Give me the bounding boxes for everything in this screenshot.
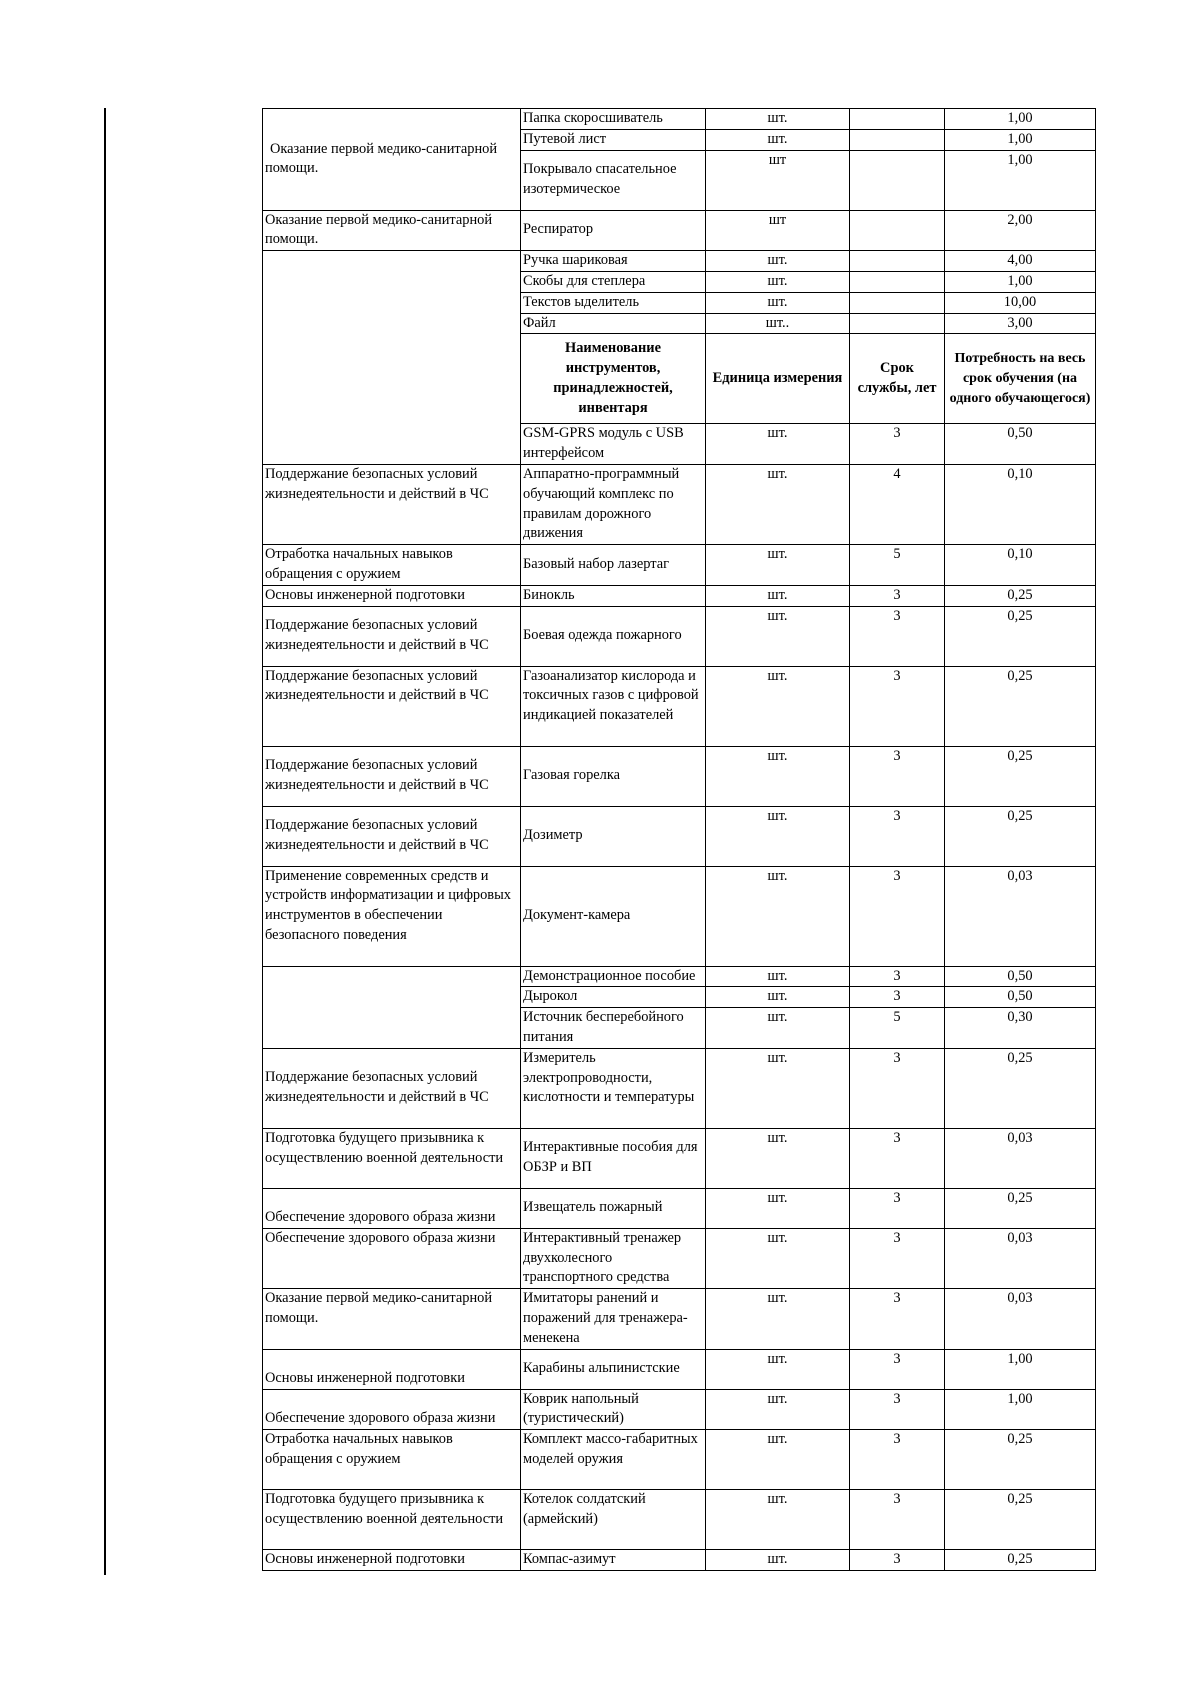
table-row	[263, 464, 1096, 544]
item-need: 0,03	[945, 1289, 1096, 1349]
section-cell-empty	[263, 251, 521, 465]
item-need: 0,03	[945, 1128, 1096, 1188]
table-row	[263, 666, 1096, 746]
item-unit: шт.	[706, 129, 850, 150]
item-unit: шт.	[706, 1228, 850, 1288]
item-life	[850, 150, 945, 210]
item-unit: шт.	[706, 746, 850, 806]
table-row	[263, 866, 1096, 966]
item-unit: шт	[706, 210, 850, 251]
item-name: Респиратор	[521, 210, 706, 251]
item-unit: шт.	[706, 987, 850, 1008]
item-unit: шт.	[706, 271, 850, 292]
item-unit: шт.	[706, 1188, 850, 1228]
item-life: 5	[850, 1008, 945, 1049]
item-name: Ручка шариковая	[521, 251, 706, 272]
item-need: 1,00	[945, 129, 1096, 150]
item-life: 4	[850, 464, 945, 544]
item-need: 0,25	[945, 1430, 1096, 1490]
item-name: Газовая горелка	[521, 746, 706, 806]
item-life: 3	[850, 1550, 945, 1571]
header-unit: Единица измерения	[706, 334, 850, 424]
item-unit: шт.	[706, 1430, 850, 1490]
item-unit: шт.	[706, 292, 850, 313]
item-need: 0,30	[945, 1008, 1096, 1049]
item-need: 0,25	[945, 606, 1096, 666]
item-life: 3	[850, 1048, 945, 1128]
section-cell: Поддержание безопасных условий жизнедеятельности и действий в ЧС	[263, 1048, 521, 1128]
item-name: Путевой лист	[521, 129, 706, 150]
item-name: Интерактивный тренажер двухколесного транспортного средства	[521, 1228, 706, 1288]
section-cell: Поддержание безопасных условий жизнедеятельности и действий в ЧС	[263, 464, 521, 544]
item-life: 3	[850, 606, 945, 666]
item-name: Котелок солдатский (армейский)	[521, 1490, 706, 1550]
item-life	[850, 129, 945, 150]
header-need: Потребность на весь срок обучения (на одного обучающегося)	[945, 334, 1096, 424]
item-life: 3	[850, 966, 945, 987]
section-cell: Оказание первой медико-санитарной помощи.	[263, 210, 521, 251]
item-life: 3	[850, 1349, 945, 1389]
item-name: Карабины альпинистские	[521, 1349, 706, 1389]
item-unit: шт.	[706, 1490, 850, 1550]
section-cell: Оказание первой медико-санитарной помощи.	[263, 109, 521, 211]
item-unit: шт.	[706, 1048, 850, 1128]
section-cell: Основы инженерной подготовки	[263, 1349, 521, 1389]
table-row	[263, 109, 1096, 130]
header-life: Срок службы, лет	[850, 334, 945, 424]
section-cell: Обеспечение здорового образа жизни	[263, 1228, 521, 1288]
item-life: 3	[850, 666, 945, 746]
item-name: Документ-камера	[521, 866, 706, 966]
item-name: Покрывало спасательное изотермическое	[521, 150, 706, 210]
section-cell: Поддержание безопасных условий жизнедеятельности и действий в ЧС	[263, 666, 521, 746]
item-need: 1,00	[945, 1349, 1096, 1389]
item-life: 3	[850, 746, 945, 806]
item-need: 0,50	[945, 987, 1096, 1008]
item-need: 0,25	[945, 806, 1096, 866]
section-cell-empty	[263, 966, 521, 1048]
item-need: 0,25	[945, 585, 1096, 606]
item-name: Аппаратно-программный обучающий комплекс по правилам дорожного движения	[521, 464, 706, 544]
section-cell: Подготовка будущего призывника к осуществлению военной деятельности	[263, 1490, 521, 1550]
item-name: Коврик напольный (туристический)	[521, 1389, 706, 1430]
item-life: 3	[850, 1188, 945, 1228]
item-need: 1,00	[945, 271, 1096, 292]
header-name: Наименование инструментов, принадлежностей, инвентаря	[521, 334, 706, 424]
table-row	[263, 251, 1096, 272]
section-cell: Основы инженерной подготовки	[263, 585, 521, 606]
item-need: 0,03	[945, 1228, 1096, 1288]
item-name: Дырокол	[521, 987, 706, 1008]
table-row	[263, 606, 1096, 666]
item-life: 3	[850, 1389, 945, 1430]
item-name: Компас-азимут	[521, 1550, 706, 1571]
item-unit: шт..	[706, 313, 850, 334]
item-name: Бинокль	[521, 585, 706, 606]
item-name: Боевая одежда пожарного	[521, 606, 706, 666]
item-unit: шт.	[706, 966, 850, 987]
section-cell: Поддержание безопасных условий жизнедеятельности и действий в ЧС	[263, 746, 521, 806]
item-unit: шт.	[706, 464, 850, 544]
item-need: 0,25	[945, 666, 1096, 746]
table-row	[263, 1430, 1096, 1490]
item-need: 0,25	[945, 1188, 1096, 1228]
item-need: 3,00	[945, 313, 1096, 334]
table-row	[263, 1550, 1096, 1571]
section-cell: Подготовка будущего призывника к осуществлению военной деятельности	[263, 1128, 521, 1188]
table-row	[263, 1490, 1096, 1550]
section-cell: Поддержание безопасных условий жизнедеятельности и действий в ЧС	[263, 806, 521, 866]
item-unit: шт.	[706, 251, 850, 272]
item-need: 10,00	[945, 292, 1096, 313]
table-row	[263, 746, 1096, 806]
item-name: Скобы для степлера	[521, 271, 706, 292]
table-row	[263, 585, 1096, 606]
item-life: 3	[850, 987, 945, 1008]
item-name: Базовый набор лазертаг	[521, 545, 706, 586]
item-name: Имитаторы ранений и поражений для тренажера-менекена	[521, 1289, 706, 1349]
item-need: 0,25	[945, 1048, 1096, 1128]
item-need: 0,25	[945, 1550, 1096, 1571]
item-name: Демонстрационное пособие	[521, 966, 706, 987]
item-life: 3	[850, 1430, 945, 1490]
item-name: Источник бесперебойного питания	[521, 1008, 706, 1049]
item-life: 3	[850, 1128, 945, 1188]
item-unit: шт.	[706, 806, 850, 866]
section-cell: Отработка начальных навыков обращения с оружием	[263, 545, 521, 586]
table-row	[263, 210, 1096, 251]
item-need: 1,00	[945, 1389, 1096, 1430]
item-unit: шт.	[706, 1128, 850, 1188]
item-name: Текстов ыделитель	[521, 292, 706, 313]
item-life	[850, 210, 945, 251]
item-unit: шт.	[706, 1289, 850, 1349]
section-cell: Отработка начальных навыков обращения с оружием	[263, 1430, 521, 1490]
table-row	[263, 806, 1096, 866]
item-life: 3	[850, 1228, 945, 1288]
item-unit: шт.	[706, 606, 850, 666]
item-need: 4,00	[945, 251, 1096, 272]
section-cell: Применение современных средств и устройств информатизации и цифровых инструментов в обеспечении безопасного поведения	[263, 866, 521, 966]
item-unit: шт.	[706, 1349, 850, 1389]
item-name: Интерактивные пособия для ОБЗР и ВП	[521, 1128, 706, 1188]
item-need: 0,25	[945, 746, 1096, 806]
item-name: Измеритель электропроводности, кислотности и температуры	[521, 1048, 706, 1128]
section-cell: Обеспечение здорового образа жизни	[263, 1389, 521, 1430]
item-name: GSM-GPRS модуль с USB интерфейсом	[521, 424, 706, 465]
table-row	[263, 1389, 1096, 1430]
item-unit: шт.	[706, 1389, 850, 1430]
item-unit: шт.	[706, 1008, 850, 1049]
item-unit: шт.	[706, 585, 850, 606]
item-life	[850, 271, 945, 292]
equipment-table	[262, 108, 1096, 1571]
item-life: 3	[850, 1289, 945, 1349]
item-life: 3	[850, 806, 945, 866]
item-name: Папка скоросшиватель	[521, 109, 706, 130]
item-life	[850, 251, 945, 272]
table-row	[263, 1228, 1096, 1288]
item-life: 3	[850, 585, 945, 606]
section-cell: Оказание первой медико-санитарной помощи.	[263, 1289, 521, 1349]
table-row	[263, 1349, 1096, 1389]
margin-rule	[104, 108, 106, 1575]
item-name: Газоанализатор кислорода и токсичных газов с цифровой индикацией показателей	[521, 666, 706, 746]
item-unit: шт.	[706, 1550, 850, 1571]
table-row	[263, 966, 1096, 987]
table-row	[263, 1188, 1096, 1228]
item-need: 0,10	[945, 545, 1096, 586]
item-need: 1,00	[945, 150, 1096, 210]
section-cell: Обеспечение здорового образа жизни	[263, 1188, 521, 1228]
item-need: 0,03	[945, 866, 1096, 966]
item-unit: шт.	[706, 109, 850, 130]
section-cell: Поддержание безопасных условий жизнедеятельности и действий в ЧС	[263, 606, 521, 666]
table-row	[263, 1128, 1096, 1188]
item-unit: шт.	[706, 545, 850, 586]
item-life: 3	[850, 866, 945, 966]
item-need: 1,00	[945, 109, 1096, 130]
item-life: 3	[850, 1490, 945, 1550]
table-row	[263, 1048, 1096, 1128]
item-life	[850, 109, 945, 130]
item-need: 0,50	[945, 966, 1096, 987]
item-life: 5	[850, 545, 945, 586]
item-unit: шт.	[706, 424, 850, 465]
item-name: Дозиметр	[521, 806, 706, 866]
item-unit: шт.	[706, 866, 850, 966]
item-unit: шт	[706, 150, 850, 210]
item-name: Комплект массо-габаритных моделей оружия	[521, 1430, 706, 1490]
item-life	[850, 292, 945, 313]
section-cell: Основы инженерной подготовки	[263, 1550, 521, 1571]
item-need: 2,00	[945, 210, 1096, 251]
item-life: 3	[850, 424, 945, 465]
table-row	[263, 1289, 1096, 1349]
item-name: Файл	[521, 313, 706, 334]
item-unit: шт.	[706, 666, 850, 746]
item-need: 0,25	[945, 1490, 1096, 1550]
item-name: Извещатель пожарный	[521, 1188, 706, 1228]
table-row	[263, 545, 1096, 586]
item-life	[850, 313, 945, 334]
item-need: 0,10	[945, 464, 1096, 544]
item-need: 0,50	[945, 424, 1096, 465]
